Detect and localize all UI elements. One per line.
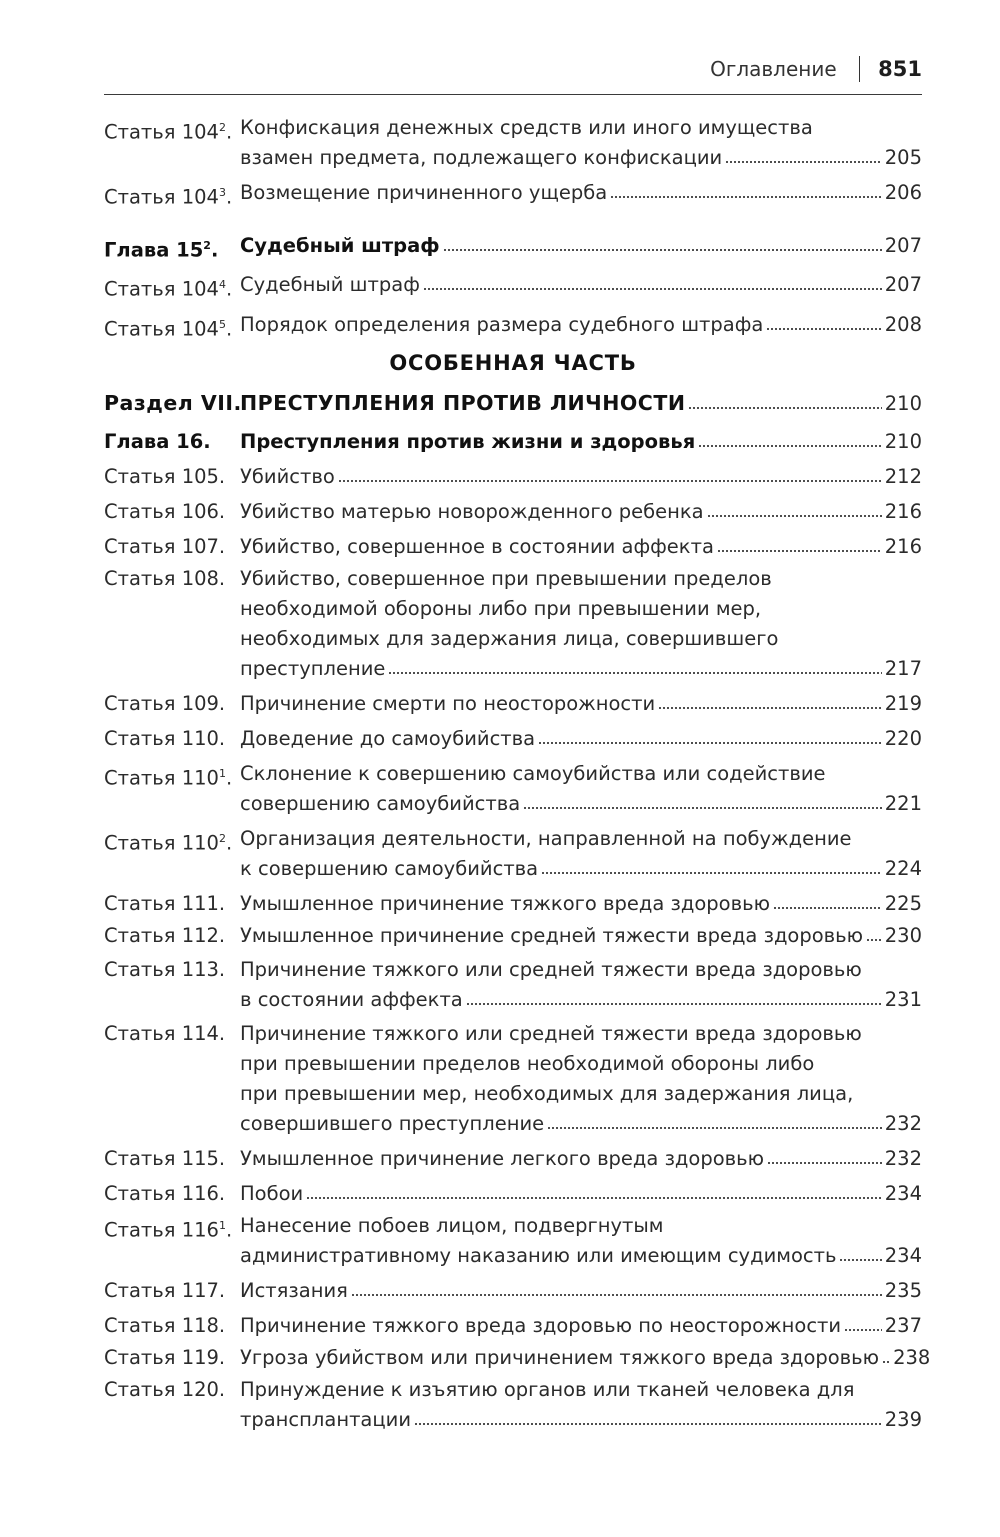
entry-label: [104, 1211, 240, 1271]
entry-title: Возмещение причиненного ущерба: [240, 181, 608, 204]
entry-title-line: Причинение тяжкого или средней тяжести вреда здоровью: [240, 958, 862, 981]
entry-label-text: Статья 116: [104, 1218, 219, 1242]
entry-last-line: [240, 427, 922, 457]
entry-last-line: [240, 532, 922, 562]
entry-page-number[interactable]: 235: [884, 1279, 922, 1302]
entry-title-line: Склонение к совершению самоубийства или содействие: [240, 762, 826, 785]
entry-page-number[interactable]: 210: [884, 430, 922, 453]
entry-last-line: [240, 270, 922, 300]
entry-page-number[interactable]: 208: [884, 312, 922, 336]
dot-leader: [707, 514, 882, 518]
toc-entry[interactable]: [104, 113, 922, 173]
entry-title-line: при превышении мер, необходимых для задержания лица,: [240, 1082, 854, 1105]
entry-page-number[interactable]: 221: [884, 792, 922, 815]
entry-label-suffix: .: [225, 317, 233, 340]
entry-body: [240, 759, 922, 819]
dot-leader: [773, 906, 882, 910]
entry-title: Истязания: [240, 1279, 348, 1302]
entry-title: преступление: [240, 657, 386, 680]
entry-label-text: Статья 112.: [104, 924, 226, 947]
entry-label: [104, 1276, 240, 1306]
entry-title: Причинение смерти по неосторожности: [240, 692, 656, 715]
entry-last-line: [240, 388, 922, 419]
entry-label: [104, 178, 240, 213]
entry-title-line: Принуждение к изъятию органов или тканей человека для: [240, 1378, 855, 1401]
entry-page-number[interactable]: 232: [884, 1112, 922, 1135]
toc-entry[interactable]: [104, 270, 922, 305]
dot-leader: [866, 938, 882, 942]
entry-page-number[interactable]: 238: [893, 1346, 931, 1369]
entry-title-line: Нанесение побоев лицом, подвергнутым: [240, 1214, 664, 1237]
entry-label-text: Статья 110: [104, 831, 219, 855]
entry-body: [240, 1144, 922, 1174]
dot-leader: [466, 1002, 882, 1006]
entry-body: [240, 388, 922, 419]
dot-leader: [610, 195, 882, 199]
entry-title-line: Причинение тяжкого или средней тяжести вреда здоровью: [240, 1022, 862, 1045]
dot-leader: [443, 248, 882, 252]
toc-entry[interactable]: [104, 532, 922, 562]
entry-label: [104, 113, 240, 173]
entry-label-superscript: 2: [218, 121, 226, 134]
entry-label: [104, 564, 240, 684]
entry-label: [104, 1311, 240, 1341]
entry-body: [240, 270, 922, 305]
entry-title: трансплантации: [240, 1408, 411, 1431]
entry-title: Умышленное причинение легкого вреда здоровью: [240, 1147, 765, 1170]
entry-label: [104, 1179, 240, 1209]
toc-entry[interactable]: [104, 824, 922, 884]
entry-page-number[interactable]: 207: [884, 233, 922, 257]
toc-entry[interactable]: [104, 310, 922, 345]
entry-label-superscript: 1: [218, 1219, 226, 1232]
entry-page-number[interactable]: 217: [884, 657, 922, 680]
entry-label-superscript: 2: [218, 832, 226, 845]
entry-body: [240, 1179, 922, 1209]
entry-page-number[interactable]: 234: [884, 1182, 922, 1205]
entry-page-number[interactable]: 234: [884, 1244, 922, 1267]
entry-last-line: [240, 1405, 922, 1435]
entry-title: взамен предмета, подлежащего конфискации: [240, 146, 723, 169]
toc-entry[interactable]: [104, 497, 922, 527]
entry-label-text: Статья 118.: [104, 1314, 226, 1337]
dot-leader: [541, 871, 882, 875]
table-of-contents: [104, 108, 931, 1435]
entry-last-line: [240, 854, 922, 884]
dot-leader: [414, 1422, 882, 1426]
entry-last-line: [240, 689, 922, 719]
entry-label-text: Глава 16.: [104, 430, 211, 453]
entry-page-number[interactable]: 230: [884, 924, 922, 947]
entry-label: [104, 310, 240, 345]
entry-body: [240, 1343, 931, 1373]
toc-entry[interactable]: [104, 1311, 922, 1341]
entry-label-suffix: .: [225, 277, 233, 301]
entry-label-text: Статья 120.: [104, 1378, 226, 1401]
entry-body: [240, 1311, 922, 1341]
entry-body: [240, 310, 922, 345]
entry-label: [104, 427, 240, 457]
entry-title: Убийство матерью новорожденного ребенка: [240, 500, 704, 523]
toc-entry[interactable]: [104, 427, 922, 457]
toc-entry[interactable]: [104, 759, 922, 819]
entry-page-number[interactable]: 237: [884, 1314, 922, 1337]
entry-body: [240, 955, 922, 1015]
dot-leader: [538, 741, 882, 745]
entry-label-text: Статья 110.: [104, 727, 226, 750]
entry-body: [240, 231, 922, 266]
entry-page-number[interactable]: 216: [884, 535, 922, 558]
toc-entry[interactable]: [104, 564, 922, 684]
entry-body: [240, 178, 922, 213]
entry-page-number[interactable]: 225: [884, 892, 922, 915]
entry-last-line: [240, 789, 922, 819]
entry-body: [240, 921, 922, 951]
entry-title: Преступления против жизни и здоровья: [240, 430, 696, 453]
entry-label-text: Статья 104: [104, 185, 219, 209]
running-head: [104, 50, 922, 95]
entry-title: Умышленное причинение средней тяжести вреда здоровью: [240, 924, 864, 947]
entry-body: [240, 497, 922, 527]
dot-leader: [523, 806, 882, 810]
entry-label-text: Статья 105.: [104, 465, 226, 488]
entry-title: Убийство: [240, 465, 335, 488]
entry-page-number[interactable]: 220: [884, 727, 922, 750]
entry-label: [104, 889, 240, 919]
entry-title-line: необходимых для задержания лица, совершившего: [240, 627, 779, 650]
entry-title: совершению самоубийства: [240, 792, 521, 815]
dot-leader: [423, 287, 882, 291]
entry-title: к совершению самоубийства: [240, 857, 539, 880]
toc-entry[interactable]: [104, 955, 922, 1015]
entry-title-line: Организация деятельности, направленной на побуждение: [240, 827, 852, 850]
entry-title: Судебный штраф: [240, 233, 440, 257]
toc-entry[interactable]: [104, 178, 922, 213]
part-heading: ОСОБЕННАЯ ЧАСТЬ: [389, 351, 637, 375]
dot-leader: [338, 479, 882, 483]
entry-last-line: [240, 231, 922, 261]
entry-label: [104, 724, 240, 754]
dot-leader: [388, 671, 881, 675]
entry-last-line: [240, 654, 922, 684]
entry-title: Доведение до самоубийства: [240, 727, 536, 750]
entry-last-line: [240, 1179, 922, 1209]
entry-last-line: [240, 1109, 922, 1139]
entry-body: [240, 1276, 922, 1306]
dot-leader: [717, 549, 882, 553]
entry-last-line: [240, 1144, 922, 1174]
entry-label-superscript: 5: [218, 317, 226, 331]
toc-entry[interactable]: [104, 231, 922, 266]
entry-label: [104, 462, 240, 492]
page-number: 851: [878, 57, 922, 81]
entry-page-number[interactable]: 207: [884, 273, 922, 296]
entry-label-text: Статья 108.: [104, 567, 226, 590]
entry-last-line: [240, 178, 922, 208]
entry-last-line: [240, 1311, 922, 1341]
entry-body: [240, 1019, 922, 1139]
section-title: Оглавление: [710, 57, 837, 81]
entry-label-text: Статья 114.: [104, 1022, 226, 1045]
entry-last-line: [240, 310, 922, 340]
toc-entry[interactable]: [104, 1375, 922, 1435]
toc-entry[interactable]: [104, 1276, 922, 1306]
entry-last-line: [240, 143, 922, 173]
entry-last-line: [240, 724, 922, 754]
dot-leader: [844, 1328, 882, 1332]
entry-page-number[interactable]: 206: [884, 181, 922, 204]
dot-leader: [306, 1196, 882, 1200]
entry-label-text: Статья 115.: [104, 1147, 226, 1170]
entry-page-number[interactable]: 216: [884, 500, 922, 523]
entry-title: Судебный штраф: [240, 273, 420, 296]
entry-label-text: Статья 117.: [104, 1279, 226, 1302]
entry-title: Умышленное причинение тяжкого вреда здоровью: [240, 892, 771, 915]
entry-label: [104, 824, 240, 884]
header-divider: [859, 56, 861, 82]
entry-label-suffix: .: [210, 238, 219, 261]
toc-entry[interactable]: [104, 1179, 922, 1209]
entry-label-text: Статья 110: [104, 766, 219, 790]
entry-label-superscript: 1: [218, 767, 226, 780]
entry-label: [104, 1375, 240, 1435]
entry-label-text: Статья 106.: [104, 500, 226, 523]
entry-label-superscript: 2: [203, 238, 211, 252]
dot-leader: [767, 1161, 882, 1165]
entry-body: [240, 724, 922, 754]
entry-label-text: Статья 104: [104, 277, 219, 301]
entry-body: [240, 462, 922, 492]
entry-label: [104, 497, 240, 527]
toc-entry[interactable]: [104, 689, 922, 719]
entry-title: ПРЕСТУПЛЕНИЯ ПРОТИВ ЛИЧНОСТИ: [240, 391, 686, 415]
dot-leader: [698, 444, 882, 448]
toc-entry[interactable]: [104, 462, 922, 492]
entry-title: совершившего преступление: [240, 1112, 545, 1135]
entry-label: [104, 270, 240, 305]
dot-leader: [839, 1258, 881, 1262]
entry-title-line: Убийство, совершенное при превышении пределов: [240, 567, 772, 590]
entry-page-number[interactable]: 224: [884, 857, 922, 880]
entry-last-line: [240, 921, 922, 951]
entry-title: Убийство, совершенное в состоянии аффекта: [240, 535, 714, 558]
entry-title: Порядок определения размера судебного штрафа: [240, 312, 764, 336]
entry-label: [104, 955, 240, 1015]
entry-title-line: Конфискация денежных средств или иного имущества: [240, 116, 813, 139]
entry-body: [240, 427, 922, 457]
entry-label: [104, 388, 240, 419]
dot-leader: [725, 160, 882, 164]
toc-entry[interactable]: [104, 724, 922, 754]
entry-last-line: [240, 1343, 931, 1373]
entry-label: [104, 1019, 240, 1139]
entry-label-text: Глава 15: [104, 238, 204, 261]
dot-leader: [882, 1360, 890, 1364]
entry-last-line: [240, 1276, 922, 1306]
entry-last-line: [240, 497, 922, 527]
entry-label: [104, 689, 240, 719]
toc-entry[interactable]: [104, 921, 922, 951]
toc-entry[interactable]: [104, 889, 922, 919]
entry-label: [104, 1144, 240, 1174]
entry-label-text: Статья 111.: [104, 892, 226, 915]
entry-page-number[interactable]: 232: [884, 1147, 922, 1170]
entry-label-text: Статья 116.: [104, 1182, 226, 1205]
entry-label-superscript: 3: [218, 186, 226, 199]
entry-label-text: Статья 109.: [104, 692, 226, 715]
entry-label-suffix: .: [225, 120, 233, 144]
entry-label-text: Статья 104: [104, 317, 219, 340]
entry-page-number[interactable]: 210: [884, 392, 922, 415]
entry-last-line: [240, 889, 922, 919]
entry-page-number[interactable]: 239: [884, 1408, 922, 1431]
entry-page-number[interactable]: 219: [884, 692, 922, 715]
entry-label-text: Статья 104: [104, 120, 219, 144]
entry-last-line: [240, 985, 922, 1015]
entry-label-suffix: .: [225, 1218, 233, 1242]
entry-page-number[interactable]: 212: [884, 465, 922, 488]
entry-label: [104, 921, 240, 951]
entry-title: Побои: [240, 1182, 304, 1205]
entry-body: [240, 113, 922, 173]
entry-title-line: необходимой обороны либо при превышении мер,: [240, 597, 762, 620]
entry-body: [240, 532, 922, 562]
entry-label: [104, 759, 240, 819]
entry-last-line: [240, 462, 922, 492]
entry-body: [240, 564, 922, 684]
entry-body: [240, 824, 922, 884]
entry-page-number[interactable]: 205: [884, 146, 922, 169]
entry-title: Причинение тяжкого вреда здоровью по неосторожности: [240, 1314, 842, 1337]
entry-title-line: при превышении пределов необходимой обороны либо: [240, 1052, 815, 1075]
entry-body: [240, 889, 922, 919]
toc-entry[interactable]: [104, 388, 922, 419]
toc-entry[interactable]: [104, 1343, 931, 1373]
entry-label-suffix: .: [225, 766, 233, 790]
entry-body: [240, 689, 922, 719]
entry-label: [104, 1343, 240, 1373]
entry-label-text: Статья 119.: [104, 1346, 226, 1369]
entry-title: в состоянии аффекта: [240, 988, 463, 1011]
entry-label-superscript: 4: [218, 278, 226, 291]
entry-label: [104, 532, 240, 562]
dot-leader: [547, 1126, 882, 1130]
entry-label: [104, 231, 240, 266]
entry-title: Угроза убийством или причинением тяжкого вреда здоровью: [240, 1346, 880, 1369]
toc-entry[interactable]: [104, 1211, 922, 1271]
entry-body: [240, 1375, 922, 1435]
entry-label-text: Статья 113.: [104, 958, 226, 981]
dot-leader: [766, 327, 881, 331]
running-head-inner: [710, 56, 922, 82]
toc-entry[interactable]: [104, 1144, 922, 1174]
entry-last-line: [240, 1241, 922, 1271]
entry-body: [240, 1211, 922, 1271]
dot-leader: [351, 1293, 882, 1297]
entry-label-text: Статья 107.: [104, 535, 226, 558]
entry-title: административному наказанию или имеющим судимость: [240, 1244, 837, 1267]
entry-label-text: Раздел VII.: [104, 391, 242, 415]
dot-leader: [688, 406, 881, 410]
toc-entry[interactable]: [104, 1019, 922, 1139]
dot-leader: [658, 706, 882, 710]
entry-page-number[interactable]: 231: [884, 988, 922, 1011]
entry-label-suffix: .: [225, 831, 233, 855]
entry-label-suffix: .: [225, 185, 233, 209]
